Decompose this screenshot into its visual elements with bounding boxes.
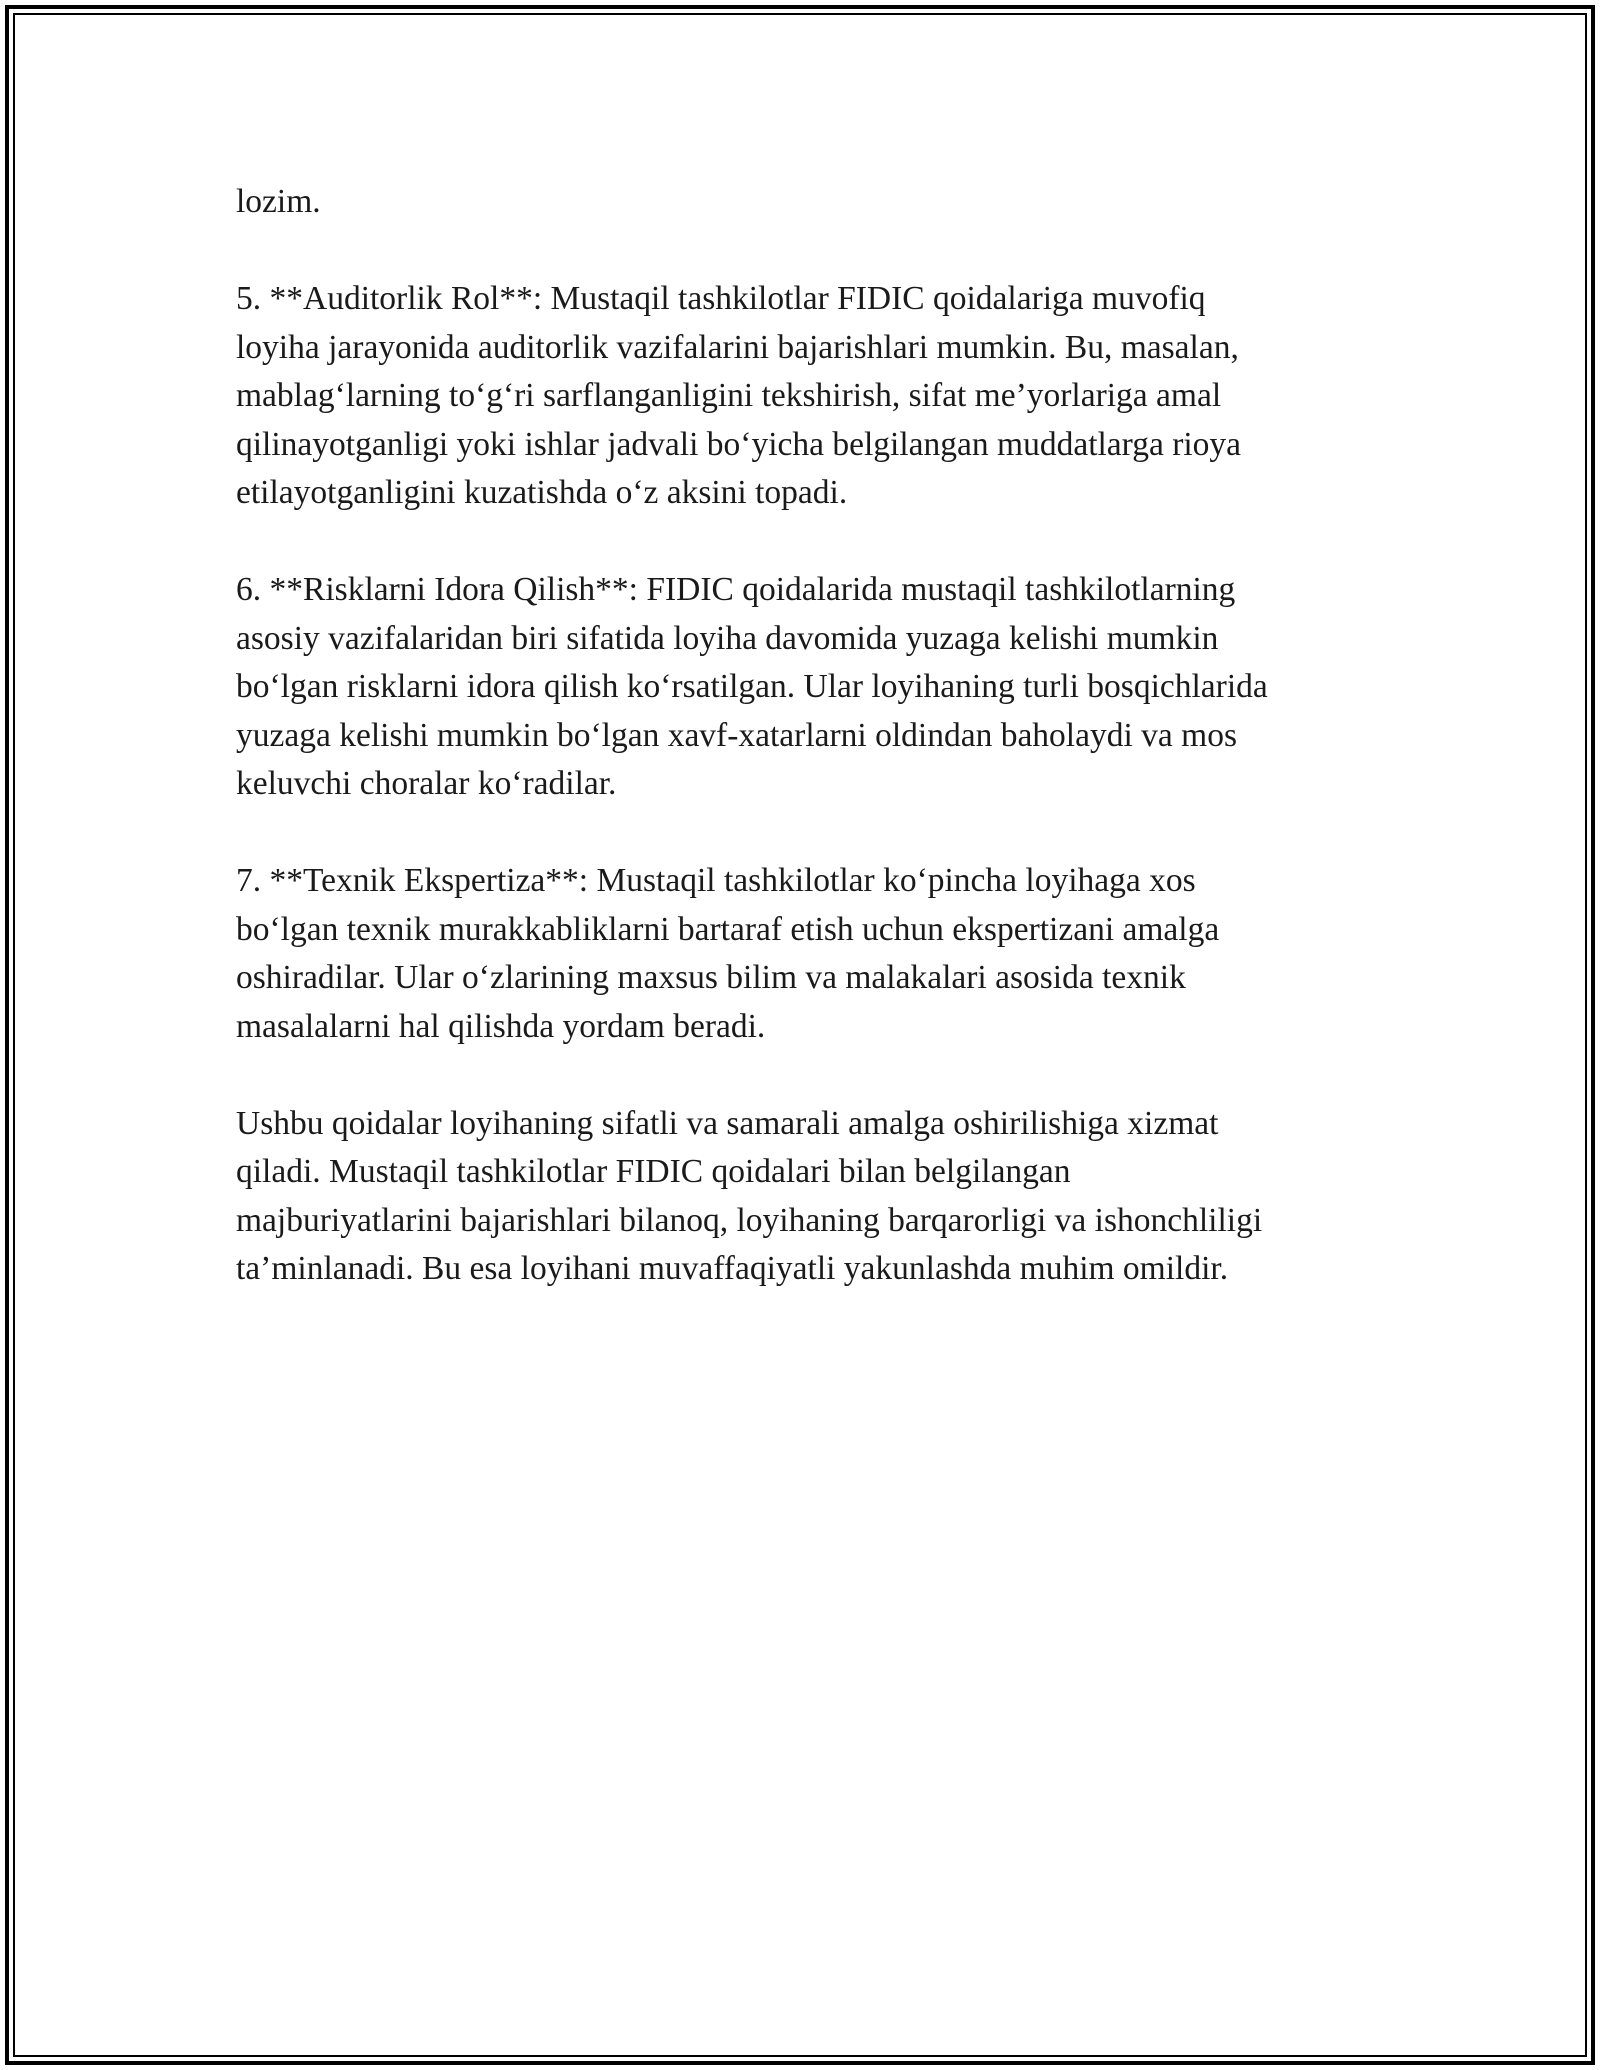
text-line: majburiyatlarini bajarishlari bilanoq, loyihaning barqarorligi va ishonchliligi	[236, 1201, 1263, 1239]
text-line: bo‘lgan risklarni idora qilish ko‘rsatilgan. Ular loyihaning turli bosqichlarida	[236, 668, 1268, 705]
text-line: etilayotganligini kuzatishda o‘z aksini topadi.	[236, 474, 848, 511]
text-line: loyiha jarayonida auditorlik vazifalarini bajarishlari mumkin. Bu, masalan,	[236, 328, 1239, 366]
text-line: asosiy vazifalaridan biri sifatida loyiha davomida yuzaga kelishi mumkin	[236, 619, 1219, 657]
text-line: lozim.	[236, 183, 321, 220]
text-line: yuzaga kelishi mumkin bo‘lgan xavf-xatarlarni oldindan baholaydi va mos	[236, 716, 1238, 754]
text-line: bo‘lgan texnik murakkabliklarni bartaraf etish uchun ekspertizani amalga	[236, 910, 1220, 948]
text-line: keluvchi choralar ko‘radilar.	[236, 765, 617, 802]
text-line: mablag‘larning to‘g‘ri sarflanganligini tekshirish, sifat me’yorlariga amal	[236, 377, 1222, 414]
text-line: ta’minlanadi. Bu esa loyihani muvaffaqiyatli yakunlashda muhim omildir.	[236, 1250, 1229, 1287]
text-line: 7. **Texnik Ekspertiza**: Mustaqil tashkilotlar ko‘pincha loyihaga xos	[236, 862, 1196, 899]
text-line: 5. **Auditorlik Rol**: Mustaqil tashkilotlar FIDIC qoidalariga muvofiq	[236, 280, 1206, 317]
text-line: oshiradilar. Ular o‘zlarining maxsus bilim va malakalari asosida texnik	[236, 959, 1186, 996]
paragraph-auditorlik-rol	[236, 275, 1396, 518]
paragraph-conclusion	[236, 1100, 1396, 1294]
text-line: masalalarni hal qilishda yordam beradi.	[236, 1007, 766, 1045]
paragraph-texnik-ekspertiza	[236, 857, 1396, 1051]
text-line: 6. **Risklarni Idora Qilish**: FIDIC qoidalarida mustaqil tashkilotlarning	[236, 571, 1236, 608]
paragraph-continuation	[236, 178, 1396, 227]
text-line: qilinayotganligi yoki ishlar jadvali bo‘yicha belgilangan muddatlarga rioya	[236, 425, 1242, 463]
paragraph-risklarni-idora-qilish	[236, 566, 1396, 809]
text-line: Ushbu qoidalar loyihaning sifatli va samarali amalga oshirilishiga xizmat	[236, 1104, 1219, 1142]
text-line: qiladi. Mustaqil tashkilotlar FIDIC qoidalari bilan belgilangan	[236, 1153, 1071, 1190]
document-body	[236, 178, 1396, 1342]
